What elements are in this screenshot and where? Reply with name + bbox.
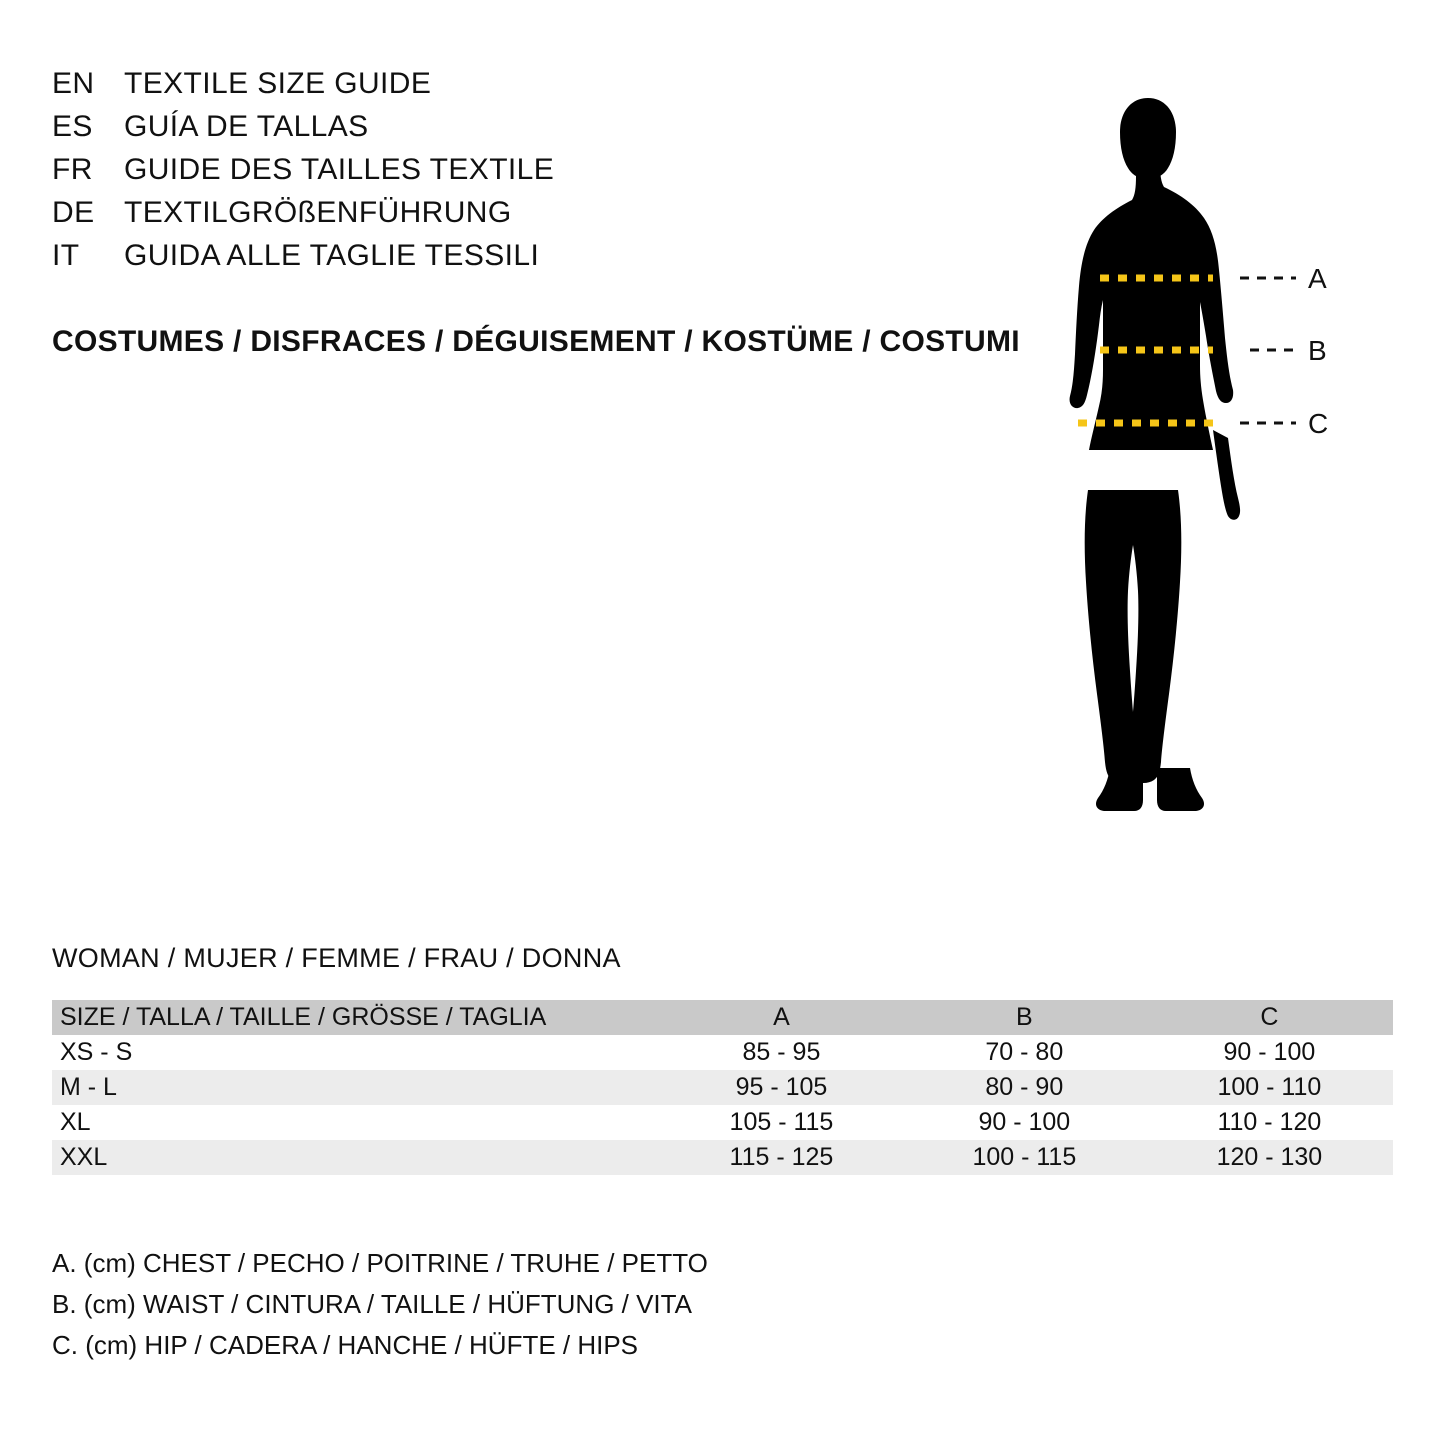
language-code: DE [52,196,95,229]
language-code: IT [52,239,80,272]
size-table [52,1000,1393,1175]
cell-c: 100 - 110 [1146,1070,1393,1105]
language-label: TEXTILGRÖßENFÜHRUNG [124,196,512,229]
table-header-size: SIZE / TALLA / TAILLE / GRÖSSE / TAGLIA [52,1000,660,1035]
table-row [52,1140,1393,1175]
language-code: FR [52,153,93,186]
cell-a: 115 - 125 [660,1140,903,1175]
cell-b: 90 - 100 [903,1105,1146,1140]
table-header-c: C [1146,1000,1393,1035]
language-label: GUIDE DES TAILLES TEXTILE [124,153,555,186]
language-row [52,105,1002,148]
language-row [52,148,1002,191]
table-header-a: A [660,1000,903,1035]
cell-b: 70 - 80 [903,1035,1146,1070]
language-label: TEXTILE SIZE GUIDE [124,67,432,100]
footnote-b: B. (cm) WAIST / CINTURA / TAILLE / HÜFTUNG / VITA [52,1289,692,1319]
cell-size: XXL [52,1140,660,1175]
language-row [52,234,1002,277]
table-row [52,1105,1393,1140]
language-label: GUÍA DE TALLAS [124,110,369,143]
marker-label-b: B [1308,335,1327,366]
cell-c: 90 - 100 [1146,1035,1393,1070]
footnote-c: C. (cm) HIP / CADERA / HANCHE / HÜFTE / HIPS [52,1330,639,1360]
table-section-title: WOMAN / MUJER / FEMME / FRAU / DONNA [52,943,621,973]
language-list [52,62,1002,277]
table-header-row [52,1000,1393,1035]
cell-a: 95 - 105 [660,1070,903,1105]
cell-a: 105 - 115 [660,1105,903,1140]
language-row [52,191,1002,234]
cell-b: 100 - 115 [903,1140,1146,1175]
language-label: GUIDA ALLE TAGLIE TESSILI [124,239,540,272]
marker-label-a: A [1308,263,1327,294]
language-code: ES [52,110,93,143]
marker-label-c: C [1308,408,1329,439]
table-row [52,1070,1393,1105]
language-code: EN [52,67,95,100]
woman-silhouette-icon [1000,50,1400,900]
footnote-a: A. (cm) CHEST / PECHO / POITRINE / TRUHE / PETTO [52,1248,708,1278]
footnotes [52,1243,708,1366]
cell-size: XL [52,1105,660,1140]
table-row [52,1035,1393,1070]
figure-diagram [1000,50,1400,900]
cell-a: 85 - 95 [660,1035,903,1070]
table-header-b: B [903,1000,1146,1035]
cell-size: XS - S [52,1035,660,1070]
cell-size: M - L [52,1070,660,1105]
cell-c: 120 - 130 [1146,1140,1393,1175]
cell-c: 110 - 120 [1146,1105,1393,1140]
language-row [52,62,1002,105]
cell-b: 80 - 90 [903,1070,1146,1105]
category-line: COSTUMES / DISFRACES / DÉGUISEMENT / KOSTÜME / COSTUMI [52,325,1020,358]
